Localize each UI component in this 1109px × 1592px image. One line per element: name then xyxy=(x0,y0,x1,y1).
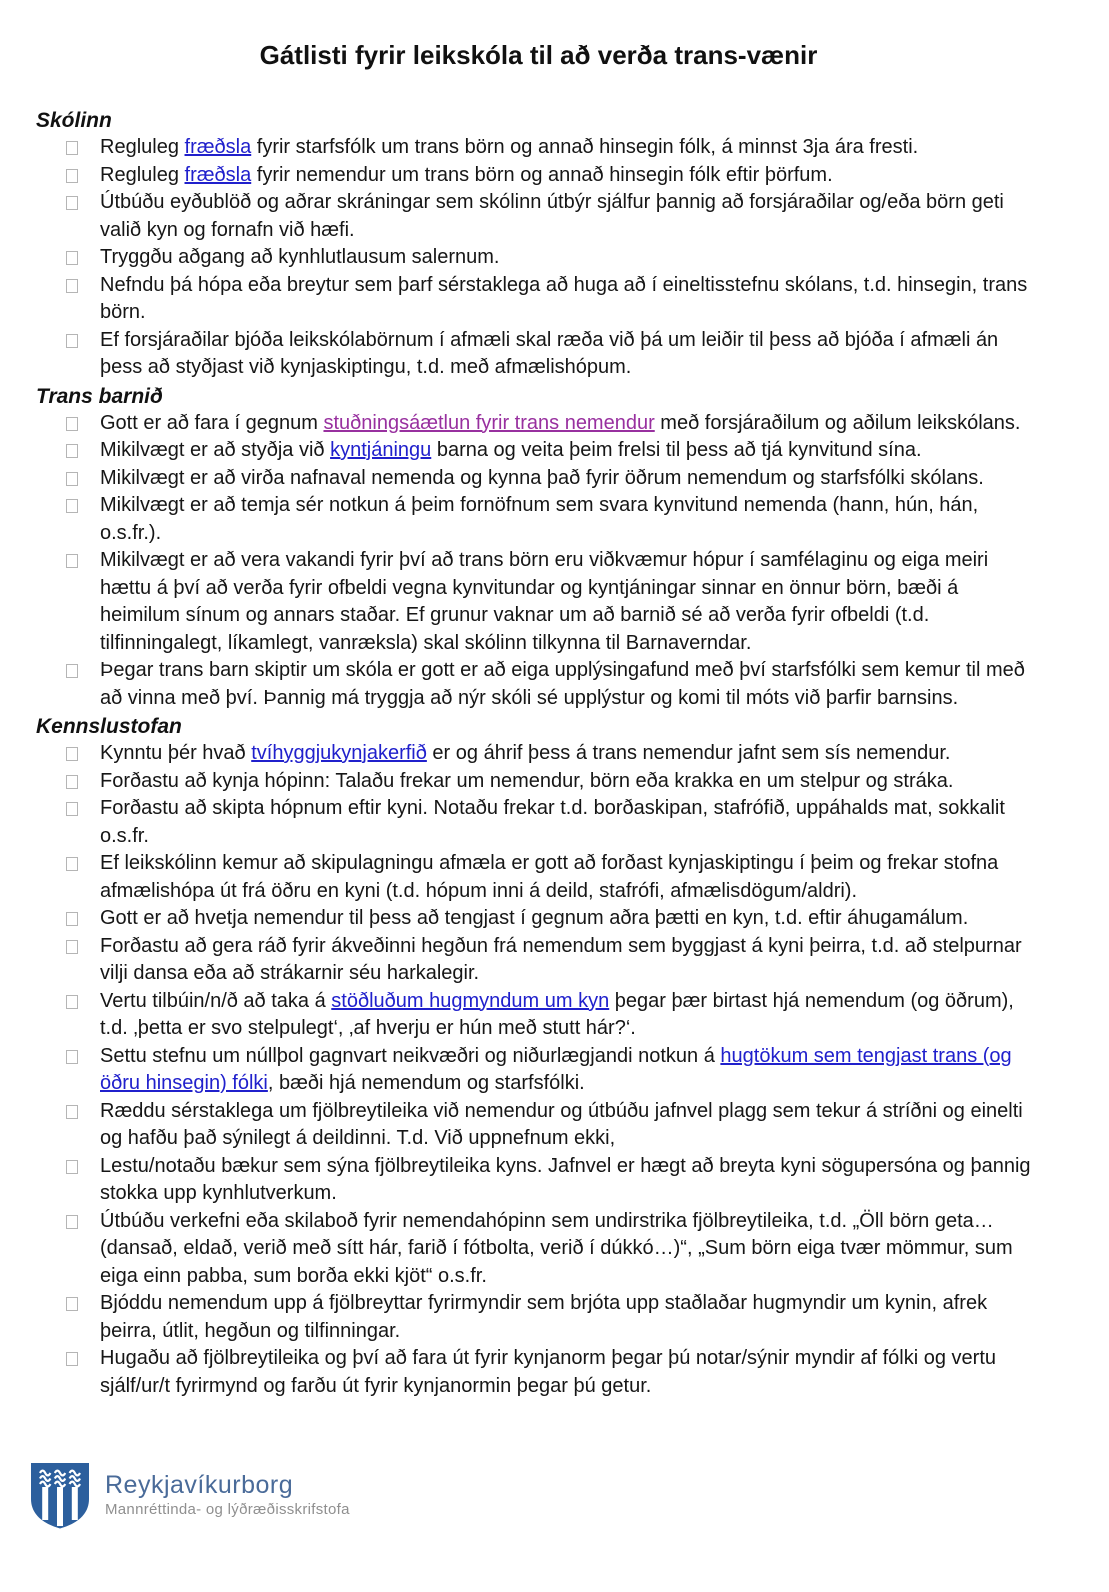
checklist-item xyxy=(36,244,1041,272)
item-text: Útbúðu eyðublöð og aðrar skráningar sem skólinn útbýr sjálfur þannig að forsjáraðilar og/eða börn geti valið kyn og fornafn við hæfi. xyxy=(100,191,1004,241)
checkbox-icon[interactable] xyxy=(66,279,78,293)
checklist-item xyxy=(36,327,1041,382)
item-text: Kynntu þér hvað tvíhyggjukynjakerfið er og áhrif þess á trans nemendur jafnt sem sís nemendur. xyxy=(100,742,951,764)
item-text: Bjóddu nemendum upp á fjölbreyttar fyrirmyndir sem brjóta upp staðlaðar hugmyndir um kynin, afrek þeirra, útlit, hegðun og tilfinningar. xyxy=(100,1292,988,1342)
checklist-item xyxy=(36,1153,1041,1208)
checkbox-icon[interactable] xyxy=(66,417,78,431)
checkbox-icon[interactable] xyxy=(66,775,78,789)
item-text: Útbúðu verkefni eða skilaboð fyrir nemendahópinn sem undirstrika fjölbreytileika, t.d. „Öll börn geta… (dansað, eldað, verið með sítt hár, farið í fótbolta, verið í dúkkó…)“, „Sum börn eiga tvær mömmur, sum eiga einn pabba, sum borða ekki kjöt“ o.s.fr. xyxy=(100,1209,1013,1287)
page-title: Gátlisti fyrir leikskóla til að verða trans-vænir xyxy=(259,40,818,70)
checkbox-icon[interactable] xyxy=(66,912,78,926)
checkbox-icon[interactable] xyxy=(66,141,78,155)
item-text: Mikilvægt er að virða nafnaval nemenda og kynna það fyrir öðrum nemendum og starfsfólki skólans. xyxy=(100,466,984,489)
item-text: Regluleg fræðsla fyrir starfsfólk um trans börn og annað hinsegin fólk, á minnst 3ja ára fresti. xyxy=(100,136,919,158)
footer-logo xyxy=(30,1462,350,1530)
sections xyxy=(36,107,1041,1400)
section-heading-1: Skólinn xyxy=(36,109,112,132)
section-heading-2: Trans barnið xyxy=(36,384,163,408)
checklist-item xyxy=(36,740,1041,768)
checklist-item xyxy=(36,272,1041,327)
item-text: Forðastu að gera ráð fyrir ákveðinni hegðun frá nemendum sem byggjast á kyni þeirra, t.d. að stelpurnar vilji dansa eða að strákarnir séu harkalegir. xyxy=(100,934,1022,984)
item-text: Forðastu að skipta hópnum eftir kyni. Notaðu frekar t.d. borðaskipan, stafrófið, uppáhalds mat, sokkalit o.s.fr. xyxy=(100,797,1005,847)
checklist-item xyxy=(36,657,1041,712)
checklist-3 xyxy=(36,740,1041,1400)
item-text: Hugaðu að fjölbreytileika og því að fara út fyrir kynjanorm þegar þú notar/sýnir myndir af fólki og vertu sjálf/ur/t fyrirmynd og farðu út fyrir kynjanormin þegar þú getur. xyxy=(100,1347,996,1397)
checklist-item xyxy=(36,795,1041,850)
checklist-item xyxy=(36,162,1041,190)
checkbox-icon[interactable] xyxy=(66,1352,78,1366)
item-text: Tryggðu aðgang að kynhlutlausum salernum. xyxy=(100,246,500,268)
checklist-item xyxy=(36,1098,1041,1153)
checklist-item xyxy=(36,1345,1041,1400)
item-text: Mikilvægt er að vera vakandi fyrir því að trans börn eru viðkvæmur hópur í samfélaginu og eiga meiri hættu á því að verða fyrir ofbeldi vegna kynvitundar og kyntjáningar sinnar en önnur börn, bæði á heimilum sínum og annars staðar. Ef grunur vaknar um að barnið sé að verða fyrir ofbeldi (t.d. tilfinningalegt, líkamlegt, vanræksla) skal skólinn tilkynna til Barnaverndar. xyxy=(100,549,989,654)
item-text: Ef leikskólinn kemur að skipulagningu afmæla er gott að forðast kynjaskiptingu í þeim og frekar stofna afmælishópa út frá öðru en kyni (t.d. hópum inni á deild, stafrófi, afmælisdögum/aldri). xyxy=(100,852,999,902)
checklist-item xyxy=(36,410,1041,438)
item-text: Mikilvægt er að temja sér notkun á þeim fornöfnum sem svara kynvitund nemenda (hann, hún, hán, o.s.fr.). xyxy=(100,494,979,544)
item-text: Ræddu sérstaklega um fjölbreytileika við nemendur og útbúðu jafnvel plagg sem tekur á stríðni og einelti og hafðu það sýnilegt á deildinni. T.d. Við uppnefnum ekki, xyxy=(100,1099,1023,1149)
item-text: Mikilvægt er að styðja við kyntjáningu barna og veita þeim frelsi til þess að tjá kynvitund sína. xyxy=(100,439,922,461)
section-heading-3: Kennslustofan xyxy=(36,715,182,738)
item-text: Gott er að hvetja nemendur til þess að tengjast í gegnum aðra þætti en kyn, t.d. eftir áhugamálum. xyxy=(100,907,969,929)
inline-link[interactable]: stöðluðum hugmyndum um kyn xyxy=(331,989,610,1012)
checkbox-icon[interactable] xyxy=(66,196,78,210)
checklist-item xyxy=(36,1290,1041,1345)
checklist-item xyxy=(36,905,1041,933)
item-text: Settu stefnu um núllþol gagnvart neikvæðri og niðurlægjandi notkun á hugtökum sem tengjast trans (og öðru hinsegin) fólki, bæði hjá nemendum og starfsfólki. xyxy=(100,1044,1012,1094)
inline-link[interactable]: kyntjáningu xyxy=(330,439,432,461)
checkbox-icon[interactable] xyxy=(66,747,78,761)
checkbox-icon[interactable] xyxy=(66,169,78,183)
checkbox-icon[interactable] xyxy=(66,995,78,1009)
checklist-item xyxy=(36,933,1041,988)
checklist-item xyxy=(36,189,1041,244)
checkbox-icon[interactable] xyxy=(66,857,78,871)
checkbox-icon[interactable] xyxy=(66,1160,78,1174)
checklist-item xyxy=(36,988,1041,1043)
checkbox-icon[interactable] xyxy=(66,499,78,513)
checklist-1 xyxy=(36,134,1041,382)
checklist-item xyxy=(36,547,1041,657)
item-text: Lestu/notaðu bækur sem sýna fjölbreytileika kyns. Jafnvel er hægt að breyta kyni sögupersóna og þannig stokka upp kynhlutverkum. xyxy=(100,1154,1031,1204)
item-text: Regluleg fræðsla fyrir nemendur um trans börn og annað hinsegin fólk eftir þörfum. xyxy=(100,163,833,186)
checklist-item xyxy=(36,850,1041,905)
checkbox-icon[interactable] xyxy=(66,664,78,678)
item-text: Þegar trans barn skiptir um skóla er gott er að eiga upplýsingafund með því starfsfólki sem kemur til með að vinna með því. Þannig má tryggja að nýr skóli sé upplýstur og komi til móts við þarfir barnsins. xyxy=(100,659,1025,709)
checkbox-icon[interactable] xyxy=(66,1297,78,1311)
inline-link[interactable]: fræðsla xyxy=(184,136,252,158)
inline-link[interactable]: stuðningsáætlun fyrir trans nemendur xyxy=(323,411,655,434)
item-text: Ef forsjáraðilar bjóða leikskólabörnum í afmæli skal ræða við þá um leiðir til þess að bjóða í afmæli án þess að styðjast við kynjaskiptingu, t.d. með afmælishópum. xyxy=(100,328,999,378)
item-text: Forðastu að kynja hópinn: Talaðu frekar um nemendur, börn eða krakka en um stelpur og stráka. xyxy=(100,769,954,792)
checklist-item xyxy=(36,465,1041,493)
checkbox-icon[interactable] xyxy=(66,554,78,568)
item-text: Vertu tilbúin/n/ð að taka á stöðluðum hugmyndum um kyn þegar þær birtast hjá nemendum (og öðrum), t.d. ‚þetta er svo stelpulegt‘, ‚af hverju er hún með stutt hár?‘. xyxy=(100,989,1014,1039)
checklist-item xyxy=(36,1043,1041,1098)
item-text: Gott er að fara í gegnum stuðningsáætlun fyrir trans nemendur með forsjáraðilum og aðilum leikskólans. xyxy=(100,411,1021,434)
checkbox-icon[interactable] xyxy=(66,1105,78,1119)
checkbox-icon[interactable] xyxy=(66,1215,78,1229)
checkbox-icon[interactable] xyxy=(66,940,78,954)
checklist-item xyxy=(36,134,1041,162)
checklist-item xyxy=(36,768,1041,796)
checkbox-icon[interactable] xyxy=(66,472,78,486)
checkbox-icon[interactable] xyxy=(66,444,78,458)
org-name: Reykjavíkurborg xyxy=(105,1471,294,1499)
checklist-2 xyxy=(36,410,1041,713)
checkbox-icon[interactable] xyxy=(66,1050,78,1064)
checkbox-icon[interactable] xyxy=(66,334,78,348)
checklist-item xyxy=(36,1208,1041,1291)
checkbox-icon[interactable] xyxy=(66,802,78,816)
item-text: Nefndu þá hópa eða breytur sem þarf sérstaklega að huga að í eineltisstefnu skólans, t.d. hinsegin, trans börn. xyxy=(100,273,1028,323)
checklist-item xyxy=(36,492,1041,547)
logo-text xyxy=(105,1471,350,1518)
inline-link[interactable]: fræðsla xyxy=(184,163,252,186)
reykjavik-shield-icon xyxy=(30,1462,90,1530)
org-department: Mannréttinda- og lýðræðisskrifstofa xyxy=(105,1501,350,1518)
checkbox-icon[interactable] xyxy=(66,251,78,265)
inline-link[interactable]: tvíhyggjukynjakerfið xyxy=(251,742,427,764)
checklist-item xyxy=(36,437,1041,465)
inline-link[interactable]: hugtökum sem tengjast trans (og öðru hinsegin) fólki xyxy=(100,1044,1012,1094)
